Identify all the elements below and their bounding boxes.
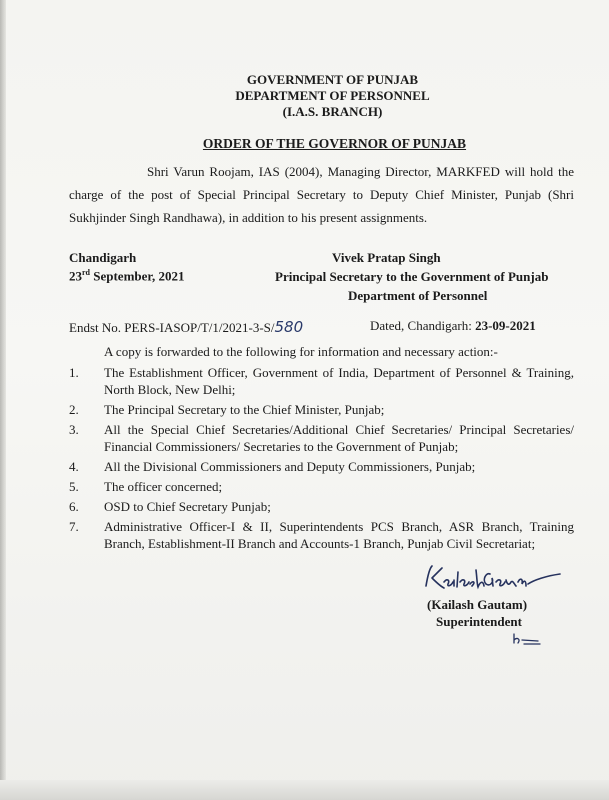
issue-day-suffix: rd	[82, 268, 90, 277]
recipient-text: The Establishment Officer, Government of India, Department of Personnel & Training, North Block, New Delhi;	[104, 365, 574, 397]
header-branch: (I.A.S. BRANCH)	[282, 104, 383, 119]
recipient-item	[69, 421, 574, 455]
recipient-number: 2.	[69, 402, 79, 417]
header-department: DEPARTMENT OF PERSONNEL	[235, 88, 430, 103]
endorsement-number	[69, 318, 303, 336]
signer-title: Superintendent	[436, 614, 522, 629]
signatory-department: Department of Personnel	[348, 288, 488, 303]
recipient-text: The officer concerned;	[104, 479, 223, 494]
dated-value: 23-09-2021	[475, 318, 536, 333]
handwritten-initial	[508, 630, 548, 648]
order-paragraph-text: Shri Varun Roojam, IAS (2004), Managing Director, MARKFED will hold the charge of the post of Special Principal Secretary to Deputy Chief Minister, Punjab (Shri Sukhjinder Singh Randhawa), in addition to his present assignments.	[69, 164, 574, 225]
issue-day: 23	[69, 268, 82, 284]
page-shadow-bottom	[0, 780, 609, 800]
header-government: GOVERNMENT OF PUNJAB	[246, 72, 419, 87]
recipient-text: All the Special Chief Secretaries/Additional Chief Secretaries/ Principal Secretaries/ Financial Commissioners/ Secretaries to the Government of Punjab;	[104, 422, 574, 454]
issue-place: Chandigarh	[69, 250, 137, 265]
recipient-number: 5.	[69, 479, 79, 494]
signatory-designation: Principal Secretary to the Government of Punjab	[275, 269, 549, 284]
recipient-number: 7.	[69, 519, 79, 534]
recipient-number: 3.	[69, 422, 79, 437]
recipient-item	[69, 498, 574, 515]
recipient-text: The Principal Secretary to the Chief Minister, Punjab;	[104, 402, 385, 417]
copy-forward-line: A copy is forwarded to the following for information and necessary action:-	[104, 344, 498, 359]
signer-name: (Kailash Gautam)	[427, 597, 528, 612]
recipient-list	[69, 364, 574, 555]
handwritten-signature	[420, 560, 570, 596]
recipient-text: OSD to Chief Secretary Punjab;	[104, 499, 271, 514]
endorsement-dated	[370, 318, 536, 334]
recipient-item	[69, 478, 574, 495]
endorsement-prefix: Endst No. PERS-IASOP/T/1/2021-3-S/	[69, 320, 275, 335]
recipient-item	[69, 401, 574, 418]
recipient-item	[69, 364, 574, 398]
issue-date	[69, 268, 185, 284]
dated-label: Dated, Chandigarh:	[370, 318, 476, 333]
recipient-item	[69, 518, 574, 552]
signatory-name: Vivek Pratap Singh	[332, 250, 441, 265]
endorsement-handwritten-number: 580	[274, 318, 304, 336]
recipient-item	[69, 458, 574, 475]
recipient-text: Administrative Officer-I & II, Superintendents PCS Branch, ASR Branch, Training Branch, Establishment-II Branch and Accounts-1 Branch, Punjab Civil Secretariat;	[104, 519, 574, 551]
page-shadow-left	[0, 0, 6, 800]
issue-month-year: September, 2021	[90, 268, 185, 284]
recipient-number: 4.	[69, 459, 79, 474]
order-paragraph	[69, 160, 574, 229]
recipient-number: 1.	[69, 365, 79, 380]
recipient-text: All the Divisional Commissioners and Deputy Commissioners, Punjab;	[104, 459, 476, 474]
recipient-number: 6.	[69, 499, 79, 514]
order-title: ORDER OF THE GOVERNOR OF PUNJAB	[202, 136, 467, 151]
